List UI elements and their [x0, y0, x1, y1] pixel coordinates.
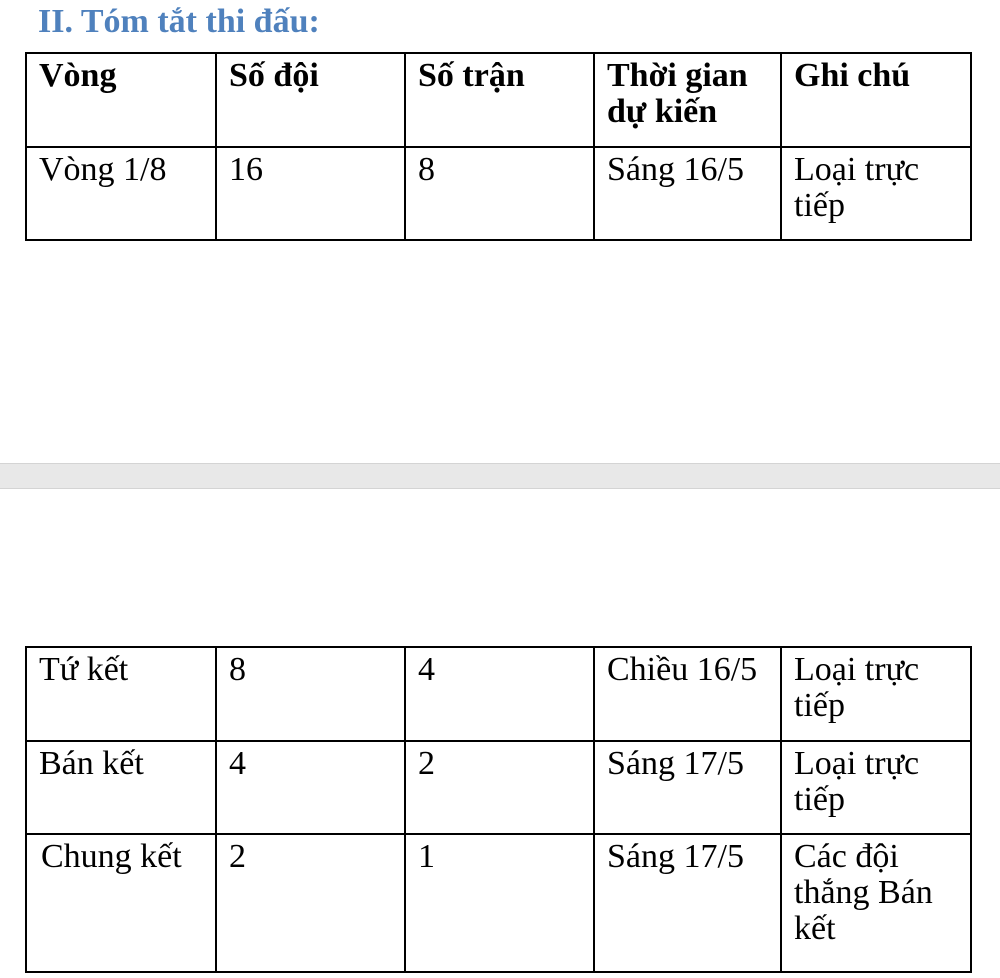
- cell-round: Chung kết: [26, 834, 216, 972]
- cell-match-count: 2: [405, 741, 594, 834]
- tournament-summary-table-continued: [25, 646, 972, 973]
- cell-round: Bán kết: [26, 741, 216, 834]
- table-row: [26, 647, 971, 741]
- cell-notes: Loại trực tiếp: [781, 147, 971, 240]
- cell-team-count: 8: [216, 647, 405, 741]
- cell-match-count: 8: [405, 147, 594, 240]
- table-row: [26, 741, 971, 834]
- cell-round: Vòng 1/8: [26, 147, 216, 240]
- section-heading: II. Tóm tắt thi đấu:: [38, 3, 320, 40]
- header-match-count: Số trận: [405, 53, 594, 147]
- cell-notes: Các đội thắng Bán kết: [781, 834, 971, 972]
- cell-round: Tứ kết: [26, 647, 216, 741]
- header-round: Vòng: [26, 53, 216, 147]
- table-row: [26, 147, 971, 240]
- cell-team-count: 16: [216, 147, 405, 240]
- document-page-1: [0, 0, 1000, 463]
- cell-scheduled-time: Sáng 17/5: [594, 834, 781, 972]
- cell-notes: Loại trực tiếp: [781, 741, 971, 834]
- header-notes: Ghi chú: [781, 53, 971, 147]
- cell-match-count: 1: [405, 834, 594, 972]
- tournament-summary-table: [25, 52, 972, 241]
- cell-match-count: 4: [405, 647, 594, 741]
- cell-scheduled-time: Sáng 16/5: [594, 147, 781, 240]
- table-header-row: [26, 53, 971, 147]
- header-scheduled-time: Thời gian dự kiến: [594, 53, 781, 147]
- cell-notes: Loại trực tiếp: [781, 647, 971, 741]
- cell-team-count: 4: [216, 741, 405, 834]
- header-team-count: Số đội: [216, 53, 405, 147]
- cell-team-count: 2: [216, 834, 405, 972]
- table-row: [26, 834, 971, 972]
- page-break-separator: [0, 463, 1000, 489]
- cell-scheduled-time: Chiều 16/5: [594, 647, 781, 741]
- cell-scheduled-time: Sáng 17/5: [594, 741, 781, 834]
